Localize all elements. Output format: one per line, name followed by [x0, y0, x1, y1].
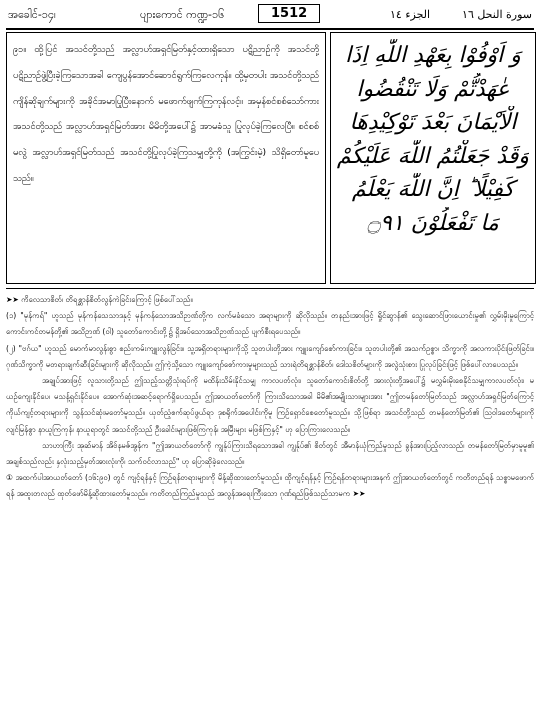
- note-paragraph: သာဟာကြီး အုဆ်မာန် အိဗ်နမဇ်အွန်က "ဤအာယတ်တော်ကို ကျွန်ုပ်ကြားသိရသောအခါ ကျွန်ုပ်၏ စိတ်တွင် အီမာန်ယုံကြည်မှုသည် ခွန်အားပြည့်လာသည်၊ တမန်တော်မြတ်မှာမူမူ၏ အချစ်သည်လည်း နှလုံးသည့်မှတ်အားလုံးကို၊ သက်ဝင်လာသည်" ဟု ပြောဆိုခဲ့လေသည်။: [6, 440, 534, 467]
- arabic-line: وَ اَوْفُوْا بِعَهْدِ اللّٰهِ اِذَا: [345, 43, 521, 68]
- note-paragraph: ① အထက်ပါအာယတ်တော် (၁၆:၉၀) တွင် ကျင့်ရန်နှင့် ကြဉ်ရန်တရားများကို မိန့်ဆိုထားတော်မူသည်။ ထိုကျင့်ရန်နှင့် ကြဉ်ရန်တရားများအနက် ဤအာယတ်တော်တွင် ကတိတည်ရန် သစ္စာမဖောက်ရန် အထူးတလည် ထုတ်ဖော်မိန့်ဆိုထားတော်မူသည်။ ကတိတည်ကြည်မှုသည် အလွန်အရေးကြီးသော ဂုဏ်ရည်ဖြစ်သည်သာမက ➤➤: [6, 473, 534, 499]
- section-label: အခေါင်-၁၄၊: [8, 8, 56, 21]
- page-number: 1512: [258, 4, 320, 23]
- note-paragraph: ➤➤ ကိလေသာစိတ်၊ တိရစ္ဆာန်စိတ်လွန်ကဲခြင်းကြောင့် ဖြစ်ပေါ်သည်။: [6, 295, 193, 304]
- translation-box: [6, 32, 326, 284]
- note-paragraph: အချုပ်အားဖြင့် လူသားတို့သည် ဤသည့်သတ္တိသုံးရပ်ကို မထိန်းသိမ်းနိုင်သမျှ ကာလပတ်လုံး၊ သူတော်ကောင်းစိတ်တို့ အားလုံးတို့အပေါ်၌ မလွှမ်းမိုးစေနိုင်သမျှကာလပတ်လုံး၊ မယဉ်ကျေးနိုင်ပေ၊ မသန့်ရှင်းနိုင်ပေ။ အောက်ဆုံးအဆင့်ရောက်ရှိပေသည်။ ဤအာယတ်တော်ကို ကြားသိသောအခါ မိမိ၏အမျိုးသားများအား "ဤတမန်တော်မြတ်သည် အလ္လာဟ်အရှင်မြတ်ကြောင့် ကိုယ်ကျင့်တရားများကို သွန်သင်ဆုံးမတော်မူသည်။ ယုတ်ညံ့စက်ဆုပ်ဖွယ်ရာ ဒုစရိုက်အပေါင်းကိုမူ ကြဉ်ရှောင်စေတော်မူသည်။ သို့ဖြစ်ရာ အသင်တို့သည် တမန်တော်မြတ်၏ သြဝါဒတော်များကို လျင်မြန်စွာ နာယူကြကုန်၊ နာယူရာတွင် အသင်တို့သည် ဦးခေါင်းများဖြစ်ကြကုန်၊ အမြီးများ မဖြစ်ကြနှင့်" ဟု ပြောကြားလေသည်။: [6, 376, 534, 434]
- verse-number: ၉၁။: [13, 44, 27, 55]
- arabic-line: كَفِيْلًا ؕ اِنَّ اللّٰهَ يَعْلَمُ: [351, 177, 515, 202]
- commentary: [6, 292, 534, 708]
- arabic-verse: [331, 33, 535, 240]
- surah-label: سورة النحل ١٦: [462, 8, 532, 21]
- note-paragraph: (၁) "မုန်ကရ်" ဟူသည် မုန်ကန်သေသာဒနှင့် မုန်ကန်သောအသိဉာဏ်တို့က လက်မခံသော အရာများကို ဆိုလိုသည်။ တနည်းအားဖြင့် ရှိုင်ဆွာန်၏ သွေးဆောင်ဖြားယောင်းမှု၏ လွှမ်းမိုးမှုကြောင့် ကောင်းကင်တမန်တို့၏ အသိဉာဏ် (ဝါ) သူတော်ကောင်းတို့၌ ရှိအပ်သောအသိဉာဏ်သည် ပျက်စီးရပေသည်။: [6, 311, 534, 337]
- chapter-label: ပျားကောင် ကဏ္ဍ-၁၆: [140, 8, 225, 21]
- note-paragraph: (၂) "ဗဂ်ယ" ဟူသည် မောက်မာလွန်းစွာ စည်းကမ်းကျူးလွန်ခြင်း။ သူ့အရှိတရားများကိုသို့ သူတပါးတို့အား ကျူးကျော်စော်ကားခြင်း။ သူတပါးတို့၏ အသက်ဥစ္စာ၊ သိက္ခာကို အလကားပိုင်းဖြတ်ခြင်း။ ဂုဏ်သိက္ခာကို မတရားချက်ဆီးခြင်းများကို ဆိုလိုသည်။ ဤကဲ့သို့သော ကျူးကျော်စော်ကားမှုများသည် သားရဲတိရစ္ဆာန်စိတ်၊ ဒေါသစိတ်များကို အလွဲသုံးစား ပြုလုပ်ခြင်းဖြင့် ဖြစ်ပေါ်လာပေသည်။: [6, 343, 534, 369]
- section-divider: [6, 288, 534, 289]
- arabic-line: عٰهَدْتُّمْ وَلَا تَنْقُضُوا: [356, 76, 510, 102]
- translation-text: ထို့ပြင် အသင်တို့သည် အလ္လာဟ်အရှင်မြတ်နှင့်ထားရှိသော ပဋိညာဉ်ကို အသင်တို့ ပဋိညာဉ်ဖွဲ့ပြီးခဲ့ကြသောအခါ ကျေပွန်အောင်ဆောင်ရွက်ကြလေကုန်။ ထို့မှတပါး အသင်တို့သည် ကျိန်ဆိုချက်များကို အခိုင်အမာပြုပြီးနောက် မဖောက်ဖျက်ကြကုန်လင့်။ အမှန်စင်စစ်သော်ကား အသင်တို့သည် အလ္လာဟ်အရှင်မြတ်အား မိမိတို့အပေါ်၌ အာမခံသူ ပြုလုပ်ခဲ့ကြလေပြီ။ စင်စစ်မလွဲ အလ္လာဟ်အရှင်မြတ်သည် အသင်တို့ပြုလုပ်ခဲ့ကြသမျှတို့ကို (အကြွင်းမဲ့) သိရှိတော်မူပေသည်။: [13, 44, 319, 184]
- arabic-line: وَقَدْ جَعَلْتُمُ اللّٰهَ عَلَيْكُمْ: [337, 143, 529, 169]
- page-header: [6, 2, 534, 30]
- translation-paragraph: [7, 33, 325, 196]
- arabic-line: مَا تَفْعَلُوْنَ ۝٩١: [367, 210, 499, 236]
- juz-label: الجزء ١٤: [390, 8, 431, 21]
- arabic-line: الْاَيْمَانَ بَعْدَ تَوْكِيْدِهَا: [349, 110, 517, 135]
- arabic-verse-box: [330, 32, 536, 284]
